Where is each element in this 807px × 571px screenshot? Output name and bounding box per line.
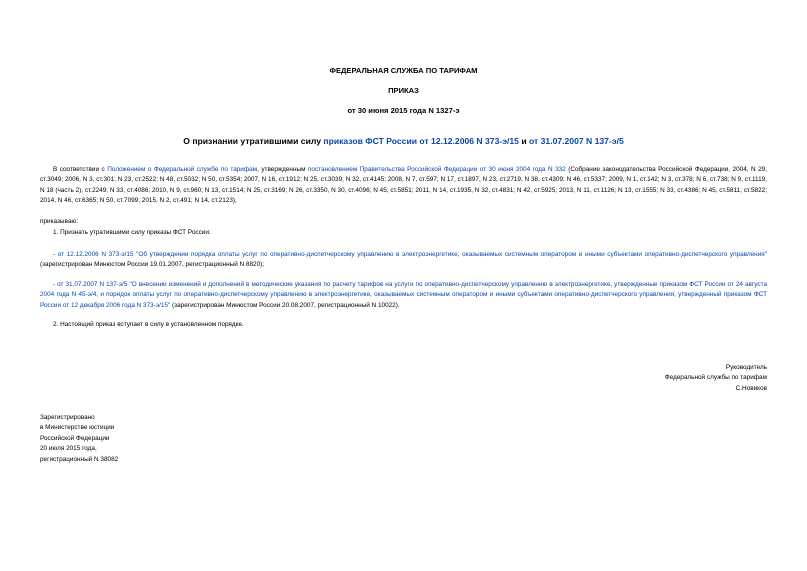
subject-middle: и: [518, 136, 529, 146]
preamble-paragraph: [40, 165, 767, 207]
link-order-373[interactable]: от 12.12.2006 N 373-э/15 "Об утверждении порядка оплаты услуг по оперативно-диспетчерскому управлению в электроэнергетике, оказываемых системным оператором и иными субъектами оперативно-диспетчерского управления": [57, 251, 767, 258]
registration-line-1: Зарегистрировано: [40, 414, 95, 421]
signature-line-3: С.Новиков: [735, 384, 767, 392]
sub-item-1: [40, 250, 767, 271]
sub-item-2-dash: -: [53, 281, 58, 288]
order-word: приказываю:: [40, 218, 78, 225]
preamble-text-1: В соответствии с: [53, 166, 108, 173]
preamble-text-2: , утвержденным: [257, 166, 308, 173]
registration-line-5: регистрационный N 38082: [40, 455, 119, 463]
registration-line-4: 20 июля 2015 года,: [40, 445, 97, 453]
signature-line-1: Руководитель: [725, 364, 767, 371]
sub-item-2-tail: (зарегистрирован Минюстом России 20.08.2007, регистрационный N 10022).: [170, 301, 400, 309]
registration-line-2: в Министерстве юстиции: [40, 424, 115, 432]
document-page: [40, 0, 767, 571]
doc-type-title: ПРИКАЗ: [388, 86, 419, 95]
subject-link-order-137[interactable]: от 31.07.2007 N 137-э/5: [529, 136, 624, 146]
link-government-decree[interactable]: постановлением Правительства Российской Федерации от 30 июня 2004 года N 332: [307, 166, 566, 173]
signature-block: [467, 363, 767, 394]
item-1: 1. Признать утратившими силу приказы ФСТ России:: [53, 229, 211, 236]
sub-item-1-tail: (зарегистрирован Минюстом России 19.01.2007, регистрационный N 8820);: [40, 261, 265, 269]
link-fst-regulation[interactable]: Положением о Федеральной службе по тарифам: [107, 166, 258, 173]
agency-title: ФЕДЕРАЛЬНАЯ СЛУЖБА ПО ТАРИФАМ: [329, 66, 478, 75]
preamble-text-3: (Собрание законодательства Российской Федерации, 2004, N 29, ст.3049; 2006, N 3, ст.301; N 23, ст.2522; N 48, ст.5032; N 50, ст.5354; 2007, N 16, ст.1912; N 25, ст.3039; N 32, ст.4145; 2008, N 7, ст.597; N 17, ст.1897, N 23, ст.2719, N 38, ст.4309; N 46, ст.5337; 2009, N 1, ст.142; N 3, ст.378; N 6, ст.738; N 9, ст.1119, N 18 (часть 2), ст.2249; N 33, ст.4086; 2010, N 9, ст.960; N 13, ст.1514; N 25, ст.3169; N 26, ст.3350, N 30, ст.4096; N 45, ст.5851; 2011, N 14, ст.1935, N 32, ст.4831; N 42, ст.5925; 2013, N 11, ст.1126; N 13, ст.1555; N 33, ст.4386; N 45, ст.5811; ст.5822; 2014, N 46, ст.6365; N 50, ст.7099; 2015, N 2, ст.491; N 14, ст.2123),: [40, 166, 767, 205]
item-2: 2. Настоящий приказ вступает в силу в установленном порядке.: [53, 321, 244, 328]
link-order-137[interactable]: от 31.07.2007 N 137-э/5 "О внесении изменений и дополнений в методические указания по расчету тарифов на услуги по оперативно-диспетчерскому управлению в электроэнергетике, утвержденные приказом ФСТ России от 24 августа 2004 года N 45-э/4, и порядок оплаты услуг по оперативно-диспетчерскому управлению в электроэнергетике, оказываемых системным оператором и иными субъектами оперативно-диспетчерского управления, утвержденный приказом ФСТ России от 12 декабря 2006 года N 373-э/15": [40, 281, 768, 309]
subject-link-order-373[interactable]: приказов ФСТ России от 12.12.2006 N 373-э/15: [323, 136, 519, 146]
subject-prefix: О признании утратившими силу: [183, 136, 324, 146]
signature-line-2: Федеральной службы по тарифам: [664, 374, 767, 382]
doc-date-number: от 30 июня 2015 года N 1327-э: [347, 106, 460, 115]
registration-line-3: Российской Федерации: [40, 434, 110, 442]
doc-subject: [40, 136, 767, 146]
sub-item-1-dash: -: [53, 251, 58, 258]
registration-block: [40, 413, 340, 465]
sub-item-2: [40, 280, 767, 311]
